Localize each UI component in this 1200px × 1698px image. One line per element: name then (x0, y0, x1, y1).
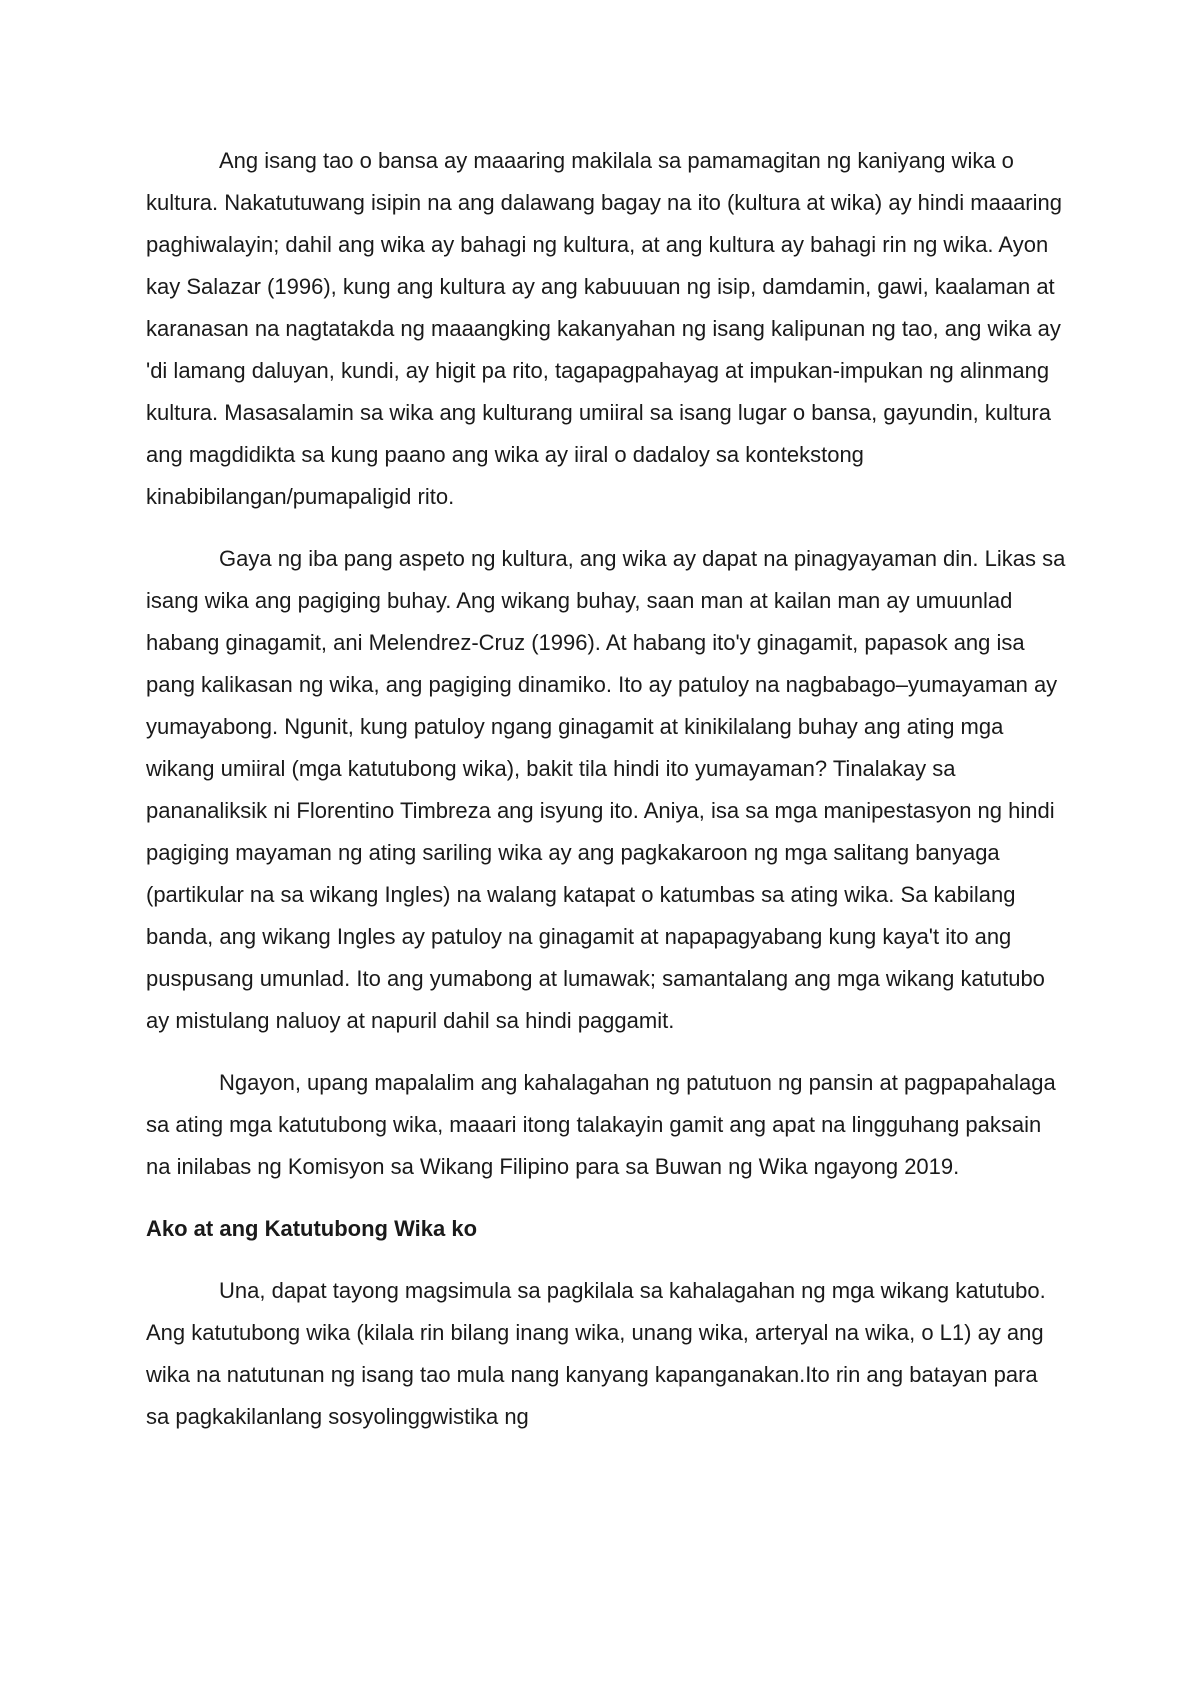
paragraph-wika-at-kultura: Ang isang tao o bansa ay maaaring makilala sa pamamagitan ng kaniyang wika o kultura. Nakatutuwang isipin na ang dalawang bagay na ito (kultura at wika) ay hindi maaaring paghiwalayin; dahil ang wika ay bahagi ng kultura, at ang kultura ay bahagi rin ng wika. Ayon kay Salazar (1996), kung ang kultura ay ang kabuuuan ng isip, damdamin, gawi, kaalaman at karanasan na nagtatakda ng maaangking kakanyahan ng isang kalipunan ng tao, ang wika ay 'di lamang daluyan, kundi, ay higit pa rito, tagapagpahayag at impukan-impukan ng alinmang kultura. Masasalamin sa wika ang kulturang umiiral sa isang lugar o bansa, gayundin, kultura ang magdidikta sa kung paano ang wika ay iiral o dadaloy sa kontekstong kinabibilangan/pumapaligid rito. (146, 148, 1062, 509)
paragraph-katutubong-wika: Una, dapat tayong magsimula sa pagkilala sa kahalagahan ng mga wikang katutubo. Ang katutubong wika (kilala rin bilang inang wika, unang wika, arteryal na wika, o L1) ay ang wika na natutunan ng isang tao mula nang kanyang kapanganakan.Ito rin ang batayan para sa pagkakilanlang sosyolinggwistika ng (146, 1278, 1046, 1429)
document-page (146, 140, 1066, 1458)
section-heading: Ako at ang Katutubong Wika ko (146, 1216, 478, 1241)
paragraph-pagyayaman-ng-wika: Gaya ng iba pang aspeto ng kultura, ang wika ay dapat na pinagyayaman din. Likas sa isang wika ang pagiging buhay. Ang wikang buhay, saan man at kailan man ay umuunlad habang ginagamit, ani Melendrez-Cruz (1996). At habang ito'y ginagamit, papasok ang isa pang kalikasan ng wika, ang pagiging dinamiko. Ito ay patuloy na nagbabago–yumayaman ay yumayabong. Ngunit, kung patuloy ngang ginagamit at kinikilalang buhay ang ating mga wikang umiiral (mga katutubong wika), bakit tila hindi ito yumayaman? Tinalakay sa pananaliksik ni Florentino Timbreza ang isyung ito. Aniya, isa sa mga manipestasyon ng hindi pagiging mayaman ng ating sariling wika ay ang pagkakaroon ng mga salitang banyaga (partikular na sa wikang Ingles) na walang katapat o katumbas sa ating wika. Sa kabilang banda, ang wikang Ingles ay patuloy na ginagamit at napapagyabang kung kaya't ito ang puspusang umunlad. Ito ang yumabong at lumawak; samantalang ang mga wikang katutubo ay mistulang naluoy at napuril dahil sa hindi paggamit. (146, 546, 1066, 1033)
paragraph-buwan-ng-wika: Ngayon, upang mapalalim ang kahalagahan ng patutuon ng pansin at pagpapahalaga sa ating mga katutubong wika, maaari itong talakayin gamit ang apat na lingguhang paksain na inilabas ng Komisyon sa Wikang Filipino para sa Buwan ng Wika ngayong 2019. (146, 1070, 1056, 1179)
